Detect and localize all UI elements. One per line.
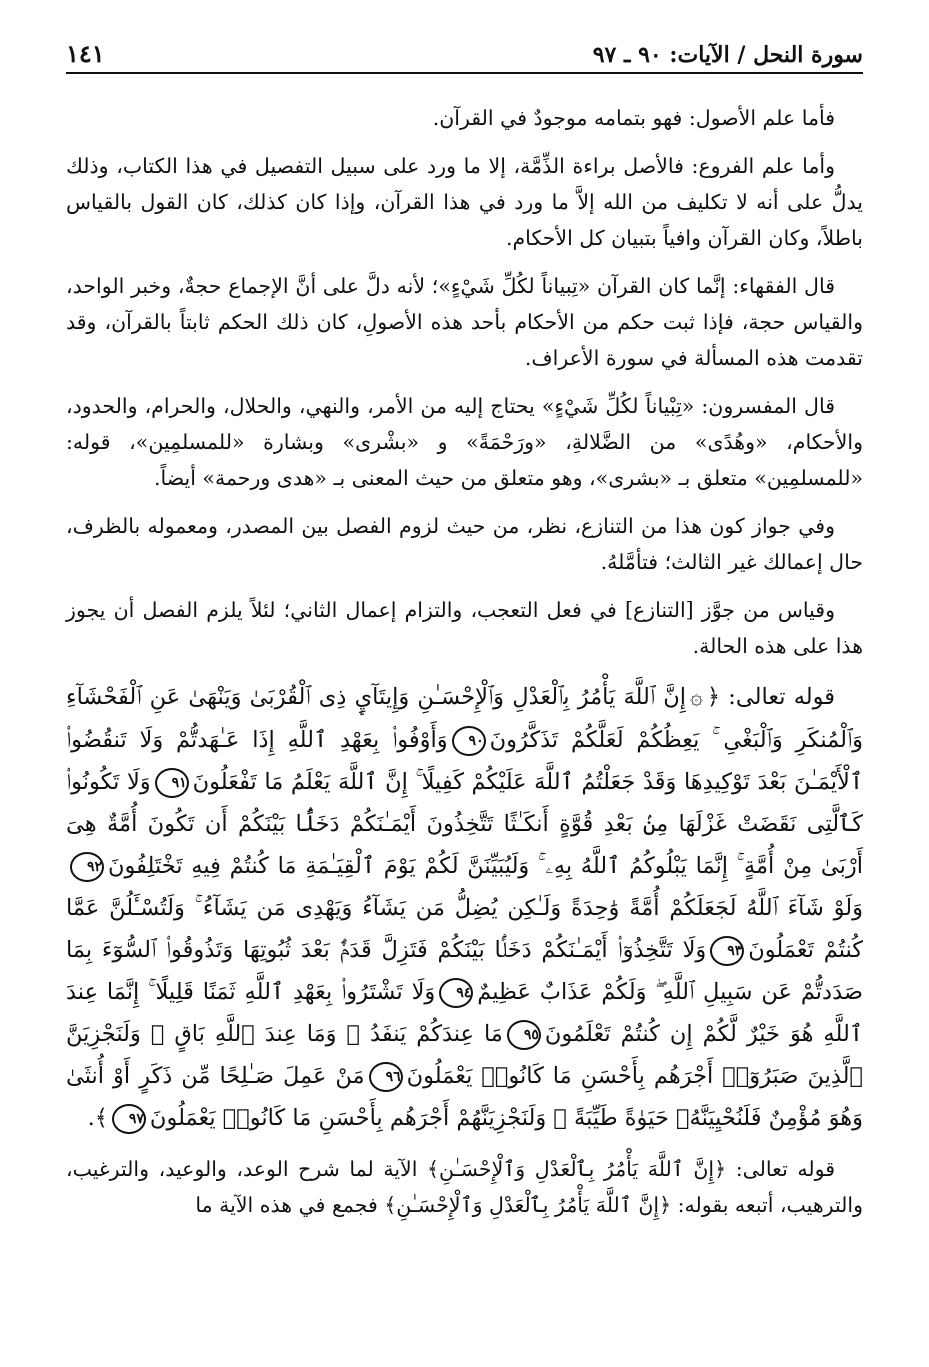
page-body (66, 100, 863, 1223)
paragraph-fuqaha: قال الفقهاء: إنَّما كان القرآن «تِبياناً لكُلِّ شَيْءٍ»؛ لأنه دلَّ على أنَّ الإجماع حجةٌ، وخبر الواحد، والقياس حجة، فإذا ثبت حكم من الأحكام بأحد هذه الأصولِ، كان ذلك الحكم ثابتاً بالقرآن، وقد تقدمت هذه المسألة في سورة الأعراف. (66, 274, 863, 370)
rub-el-hizb-icon: ۞ (690, 685, 703, 710)
running-title: سورة النحل / الآيات: ٩٠ ـ ٩٧ (592, 42, 863, 68)
ayah-number-marker: ٩٦ (369, 1062, 403, 1092)
verse-94-text: وَلَا تَتَّخِذُوٓا۟ أَيْمَـٰنَكُمْ دَخَلًۢا بَيْنَكُمْ فَتَزِلَّ قَدَمٌۢ بَعْدَ ثُبُوتِهَا وَتَذُوقُوا۟ ٱلسُّوٓءَ بِمَا صَدَدتُّمْ عَن سَبِيلِ ٱللَّهِ ۖ وَلَكُمْ عَذَابٌ عَظِيمٌ (66, 937, 863, 1005)
ayah-number-marker: ٩٠ (452, 726, 486, 756)
verse-intro: قوله تعالى: ﴿ (706, 684, 835, 710)
verse-93-text: وَلَوْ شَآءَ ٱللَّهُ لَجَعَلَكُمْ أُمَّةً وَٰحِدَةً وَلَـٰكِن يُضِلُّ مَن يَشَآءُ وَيَهْدِى مَن يَشَآءُ ۚ وَلَتُسْـَٔلُنَّ عَمَّا كُنتُمْ تَعْمَلُونَ (66, 895, 863, 963)
ayah-number-marker: ٩٤ (439, 978, 473, 1008)
paragraph-tanazu: وفي جواز كون هذا من التنازع، نظر، من حيث لزوم الفصل بين المصدر، ومعموله بالظرف، حال إعمالك غير الثالث؛ فتأمَّلهُ. (66, 514, 863, 574)
verse-90-text: إِنَّ ٱللَّهَ يَأْمُرُ بِٱلْعَدْلِ وَٱلْإِحْسَـٰنِ وَإِيتَآيِٕ ذِى ٱلْقُرْبَىٰ وَيَنْهَىٰ عَنِ ٱلْفَحْشَآءِ وَٱلْمُنكَرِ وَٱلْبَغْىِ ۚ يَعِظُكُمْ لَعَلَّكُمْ تَذَكَّرُونَ (66, 684, 864, 753)
ayah-number-marker: ٩٢ (70, 852, 104, 882)
paragraph-mufassirun: قال المفسرون: «تِبْياناً لكُلِّ شَيْءٍ» يحتاج إليه من الأمر، والنهي، والحلال، والحرام، والحدود، والأحكام، «وهُدًى» من الضَّلالةِ، «ورَحْمَةً» و «بشْرى» وبشارة «للمسلمِين»، قوله: «للمسلمِين» متعلق بـ «بشرى»، وهو متعلق من حيث المعنى بـ «هدى ورحمة» أيضاً. (66, 394, 863, 490)
page-header (66, 34, 863, 74)
verse-97-text: مَنْ عَمِلَ صَـٰلِحًا مِّن ذَكَرٍ أَوْ أُنثَىٰ وَهُوَ مُؤْمِنٌ فَلَنُحْيِيَنَّهُۥ حَيَوٰةً طَيِّبَةً ۖ وَلَنَجْزِيَنَّهُمْ أَجْرَهُم بِأَحْسَنِ مَا كَانُوا۟ يَعْمَلُونَ (66, 1063, 863, 1131)
verse-91-text: وَأَوْفُوا۟ بِعَهْدِ ٱللَّهِ إِذَا عَـٰهَدتُّمْ وَلَا تَنقُضُوا۟ ٱلْأَيْمَـٰنَ بَعْدَ تَوْكِيدِهَا وَقَدْ جَعَلْتُمُ ٱللَّهَ عَلَيْكُمْ كَفِيلًا ۚ إِنَّ ٱللَّهَ يَعْلَمُ مَا تَفْعَلُونَ (66, 727, 864, 795)
paragraph-usul: فأما علم الأصول: فهو بتمامه موجودٌ في القرآن. (432, 106, 835, 130)
page-number: ١٤١ (66, 39, 105, 68)
verse-92-text: وَلَا تَكُونُوا۟ كَٱلَّتِى نَقَضَتْ غَزْلَهَا مِنۢ بَعْدِ قُوَّةٍ أَنكَـٰثًا تَتَّخِذُونَ أَيْمَـٰنَكُمْ دَخَلًۢا بَيْنَكُمْ أَن تَكُونَ أُمَّةٌ هِىَ أَرْبَىٰ مِنْ أُمَّةٍ ۚ إِنَّمَا يَبْلُوكُمُ ٱللَّهُ بِهِۦ ۚ وَلَيُبَيِّنَنَّ لَكُمْ يَوْمَ ٱلْقِيَـٰمَةِ مَا كُنتُمْ فِيهِ تَخْتَلِفُونَ (66, 769, 863, 879)
verse-96-text: مَا عِندَكُمْ يَنفَدُ ۖ وَمَا عِندَ ٱللَّهِ بَاقٍ ۗ وَلَنَجْزِيَنَّ ٱلَّذِينَ صَبَرُوٓا۟ أَجْرَهُم بِأَحْسَنِ مَا كَانُوا۟ يَعْمَلُونَ (66, 1021, 863, 1089)
ayah-number-marker: ٩٧ (112, 1104, 146, 1134)
ayah-number-marker: ٩٥ (507, 1020, 541, 1050)
verse-95-text: وَلَا تَشْتَرُوا۟ بِعَهْدِ ٱللَّهِ ثَمَنًا قَلِيلًا ۚ إِنَّمَا عِندَ ٱللَّهِ هُوَ خَيْرٌ لَّكُمْ إِن كُنتُمْ تَعْلَمُونَ (66, 979, 863, 1047)
verse-outro: ﴾. (87, 1105, 108, 1131)
paragraph-commentary: قوله تعالى: ﴿إِنَّ ٱللَّهَ يَأْمُرُ بِٱلْعَدْلِ وَٱلْإِحْسَـٰنِ﴾ الآية لما شرح الوعد، والوعيد، والترغيب، والترهيب، أتبعه بقوله: ﴿إِنَّ ٱللَّهَ يَأْمُرُ بِٱلْعَدْلِ وَٱلْإِحْسَـٰنِ﴾ فجمع في هذه الآية ما (66, 1157, 863, 1217)
paragraph-furu: وأما علم الفروع: فالأصل براءة الذِّمَّة، إلا ما ورد على سبيل التفصيل في هذا الكتاب، وذلك يدلُّ على أنه لا تكليف من الله إلاَّ ما ورد في هذا القرآن، وإذا كان كذلك، كان القول بالقياس باطلاً، وكان القرآن وافياً بتبيان كل الأحكام. (66, 154, 863, 250)
ayah-number-marker: ٩١ (155, 768, 189, 798)
quran-verses-block (66, 676, 863, 1139)
paragraph-qiyas: وقياس من جوَّز [التنازع] في فعل التعجب، والتزام إعمال الثاني؛ لئلاً يلزم الفصل أن يجوز هذا على هذه الحالة. (66, 598, 863, 658)
ayah-number-marker: ٩٣ (710, 936, 744, 966)
